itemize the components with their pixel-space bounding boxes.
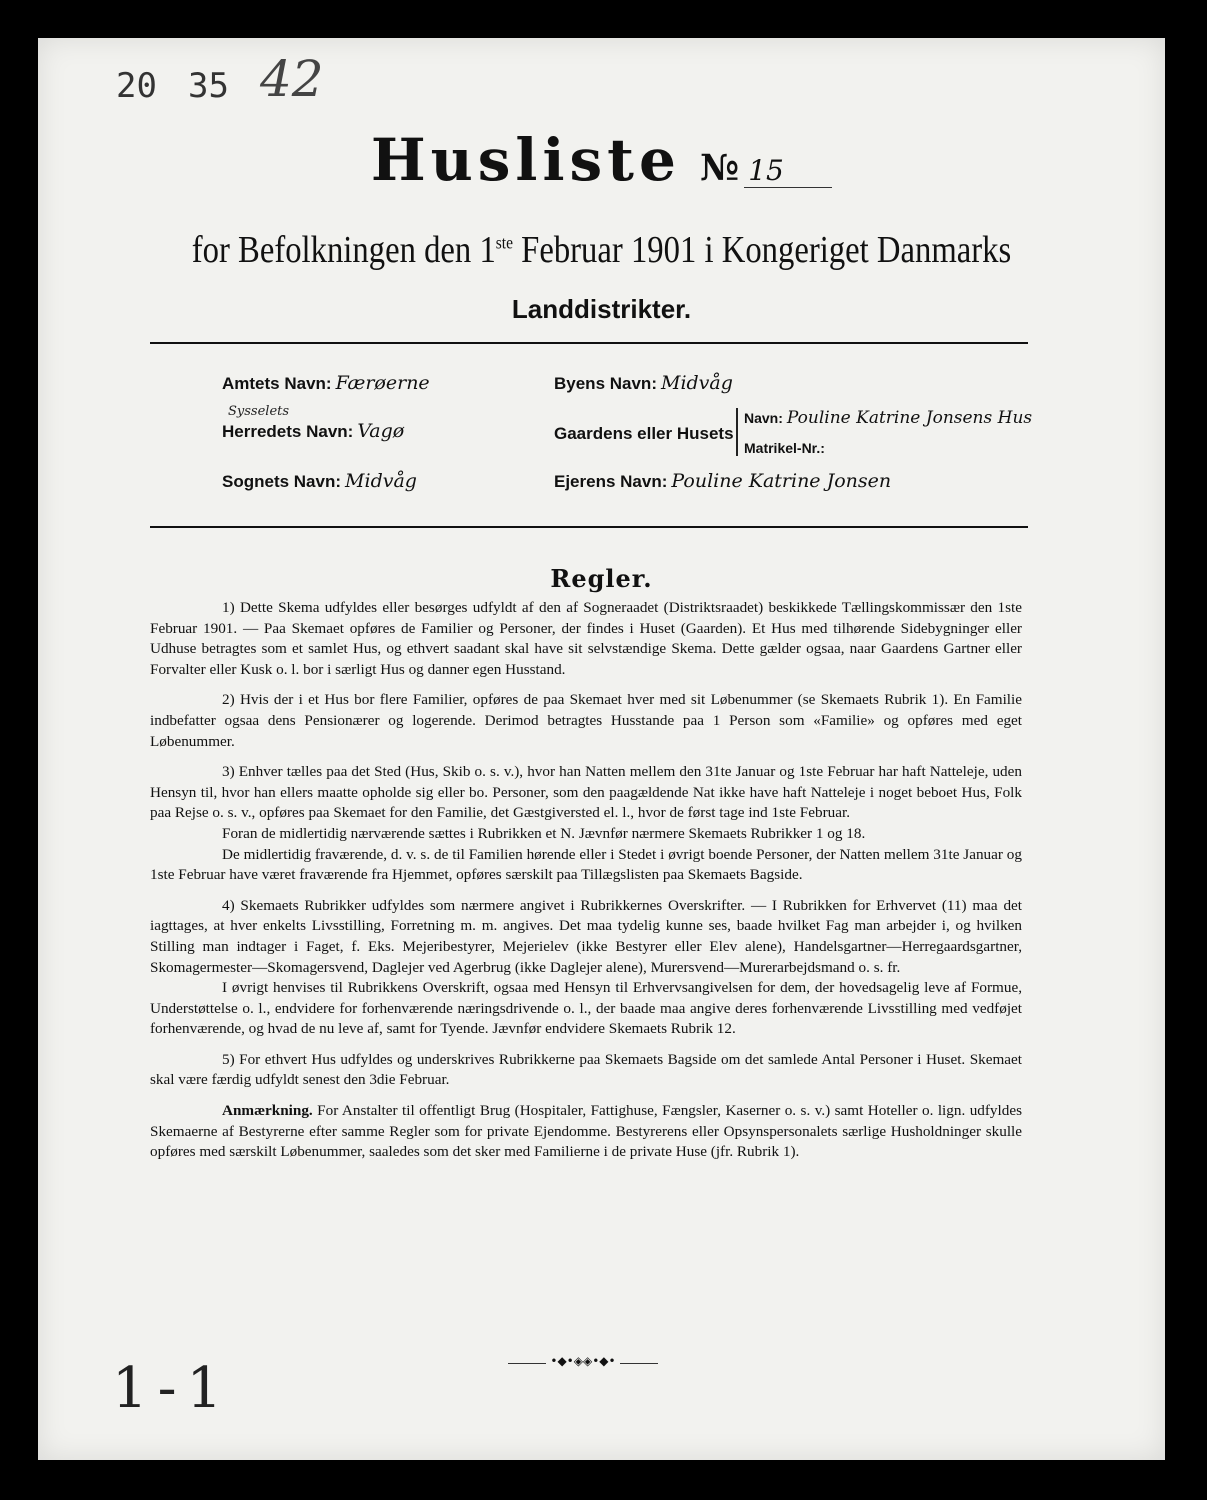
rule-3: 3) Enhver tælles paa det Sted (Hus, Skib o. s. v.), hvor han Natten mellem den 31te Januar og 1ste Februar har haft Natteleje, uden Hensyn til, hvor han ellers maatte opholde sig eller bo. Personer, som den paagældende Nat ikke have haft Natteleje i noget beboet Hus, Folk paa Rejse o. s. v., opføres paa Skemaet for den Familie, det Gæstgiversted el. l., hvor de først tage ind 1ste Februar. bbox=[150, 763, 1022, 822]
gaard-bracket bbox=[736, 408, 739, 456]
title-block bbox=[38, 126, 1165, 194]
annotation-label: Anmærkning. bbox=[222, 1102, 313, 1120]
annotation-text: For Anstalter til offentligt Brug (Hospitaler, Fattighuse, Fængsler, Kaserner o. s. v.) samt Hoteller o. lign. udfyldes Skemaerne af Bestyrerne efter samme Regler som for private Ejendomme. Bestyrerens eller Opsynspersonalets særlige Husholdninger skulle opføres med særskilt Løbenummer, saaledes som det sker med Familierne i de private Huse (jfr. Rubrik 1). bbox=[150, 1102, 1022, 1161]
annotation bbox=[150, 1101, 1022, 1163]
field-sogn bbox=[222, 470, 417, 492]
ejer-value: Pouline Katrine Jonsen bbox=[671, 470, 892, 492]
page-title: Husliste bbox=[370, 126, 681, 194]
rules-body bbox=[150, 598, 1022, 1173]
field-ejer bbox=[554, 470, 891, 492]
stamp-number-1: 20 bbox=[116, 66, 157, 106]
rule-2: 2) Hvis der i et Hus bor flere Familier, opføres de paa Skemaet hver med sit Løbenummer (se Skemaets Rubrik 1). En Familie indbefatter ogsaa dens Pensionærer og logerende. Derimod betragtes Husstande paa 1 Person som «Familie» og opføres med eget Løbenummer. bbox=[150, 691, 1022, 750]
field-herred bbox=[222, 420, 404, 442]
by-label: Byens Navn: bbox=[554, 374, 657, 393]
navn-label: Navn: bbox=[744, 410, 783, 426]
stamp-number-2: 35 bbox=[188, 66, 229, 106]
handwritten-number: 42 bbox=[260, 50, 324, 108]
subtitle bbox=[117, 228, 1086, 272]
subtitle-sup: ste bbox=[495, 232, 513, 253]
gaard-label: Gaardens eller Husets bbox=[554, 424, 734, 443]
list-number: 15 bbox=[744, 154, 832, 188]
ornament-glyphs bbox=[508, 1354, 658, 1368]
sogn-label: Sognets Navn: bbox=[222, 472, 342, 491]
ornament-text: •◆•◈◈•◆• bbox=[546, 1354, 619, 1368]
rule-4: 4) Skemaets Rubrikker udfyldes som nærmere angivet i Rubrikkernes Overskrifter. — I Rubrikken for Erhvervet (11) maa det iagttages, at hver enkelts Livsstilling, Forretning m. m. angives. Det maa tydelig kunne ses, baade hvilket Fag man arbejder i, og hvilken Stilling man indtager i Faget, f. Eks. Mejeribestyrer, Mejerielev (ikke Bestyrer eller Elev alene), Handelsgartner—Herregaardsgartner, Skomagermester—Skomagersvend, Daglejer ved Agerbrug (ikke Daglejer alene), Murersvend—Murerarbejdsmand o. s. fr. bbox=[150, 896, 1022, 976]
divider-bottom bbox=[150, 526, 1028, 528]
rule-3-fravaerende: De midlertidig fraværende, d. v. s. de til Familien hørende eller i Stedet i øvrigt boende Personer, der Natten mellem 31te Januar og 1ste Februar have været fraværende fra Hjemmet, opføres særskilt paa Tillægslisten paa Skemaets Bagside. bbox=[150, 845, 1022, 884]
matrikel-label: Matrikel-Nr.: bbox=[744, 440, 825, 456]
document-page bbox=[38, 38, 1165, 1460]
number-label: № bbox=[699, 147, 740, 189]
handwritten-footer-note: 1-1 bbox=[112, 1356, 233, 1421]
rule-4-oevrigt: I øvrigt henvises til Rubrikkens Overskrift, ogsaa med Hensyn til Erhvervsangivelsen for dem, der hovedsagelig leve af Formue, Understøttelse o. l., endvidere for forhenværende næringsdrivende o. l., der baade maa angive deres forhenværende Livsstilling med vedføjet forhenværende, og hvad de nu leve af, samt for Tyende. Jævnfør endvidere Skemaets Rubrik 12. bbox=[150, 979, 1022, 1038]
rule-1: 1) Dette Skema udfyldes eller besørges udfyldt af den af Sogneraadet (Distriktsraadet) beskikkede Tællingskommissær den 1ste Februar 1901. — Paa Skemaet opføres de Familier og Personer, der findes i Huset (Gaarden). Et Hus med tilhørende Sidebygninger eller Udhuse betragtes som et samlet Hus, og ethvert saadant skal have sit selvstændige Skema. Dette gælder ogsaa, naar Gaardens Gartner eller Forvalter eller Kusk o. l. bor i særligt Hus og danner egen Husstand. bbox=[150, 599, 1022, 678]
herred-overwrite: Sysselets bbox=[228, 404, 290, 419]
subtitle-post: Februar 1901 i Kongeriget Danmarks bbox=[512, 229, 1012, 271]
herred-value: Vagø bbox=[357, 420, 405, 442]
field-matrikel bbox=[744, 436, 829, 458]
ejer-label: Ejerens Navn: bbox=[554, 472, 668, 491]
rule-3-foran: Foran de midlertidig nærværende sættes i Rubrikken et N. Jævnfør nærmere Skemaets Rubrikker 1 og 18. bbox=[222, 824, 866, 842]
rule-5: 5) For ethvert Hus udfyldes og underskrives Rubrikkerne paa Skemaets Bagside om det samlede Antal Personer i Huset. Skemaet skal være færdig udfyldt senest den 3die Februar. bbox=[150, 1050, 1022, 1089]
field-amt bbox=[222, 372, 430, 394]
by-value: Midvåg bbox=[660, 372, 733, 394]
sogn-value: Midvåg bbox=[345, 470, 417, 492]
field-navn bbox=[744, 408, 1032, 428]
rules-heading: Regler. bbox=[550, 564, 653, 593]
navn-value: Pouline Katrine Jonsens Hus bbox=[786, 408, 1033, 428]
subtitle-2: Landdistrikter. bbox=[511, 294, 692, 324]
divider-top bbox=[150, 342, 1028, 344]
field-by bbox=[554, 372, 733, 394]
ornament bbox=[508, 1354, 658, 1374]
amt-label: Amtets Navn: bbox=[222, 374, 332, 393]
subtitle-pre: for Befolkningen den 1 bbox=[191, 229, 496, 271]
herred-label: Herredets Navn: bbox=[222, 422, 354, 441]
amt-value: Færøerne bbox=[335, 372, 430, 394]
